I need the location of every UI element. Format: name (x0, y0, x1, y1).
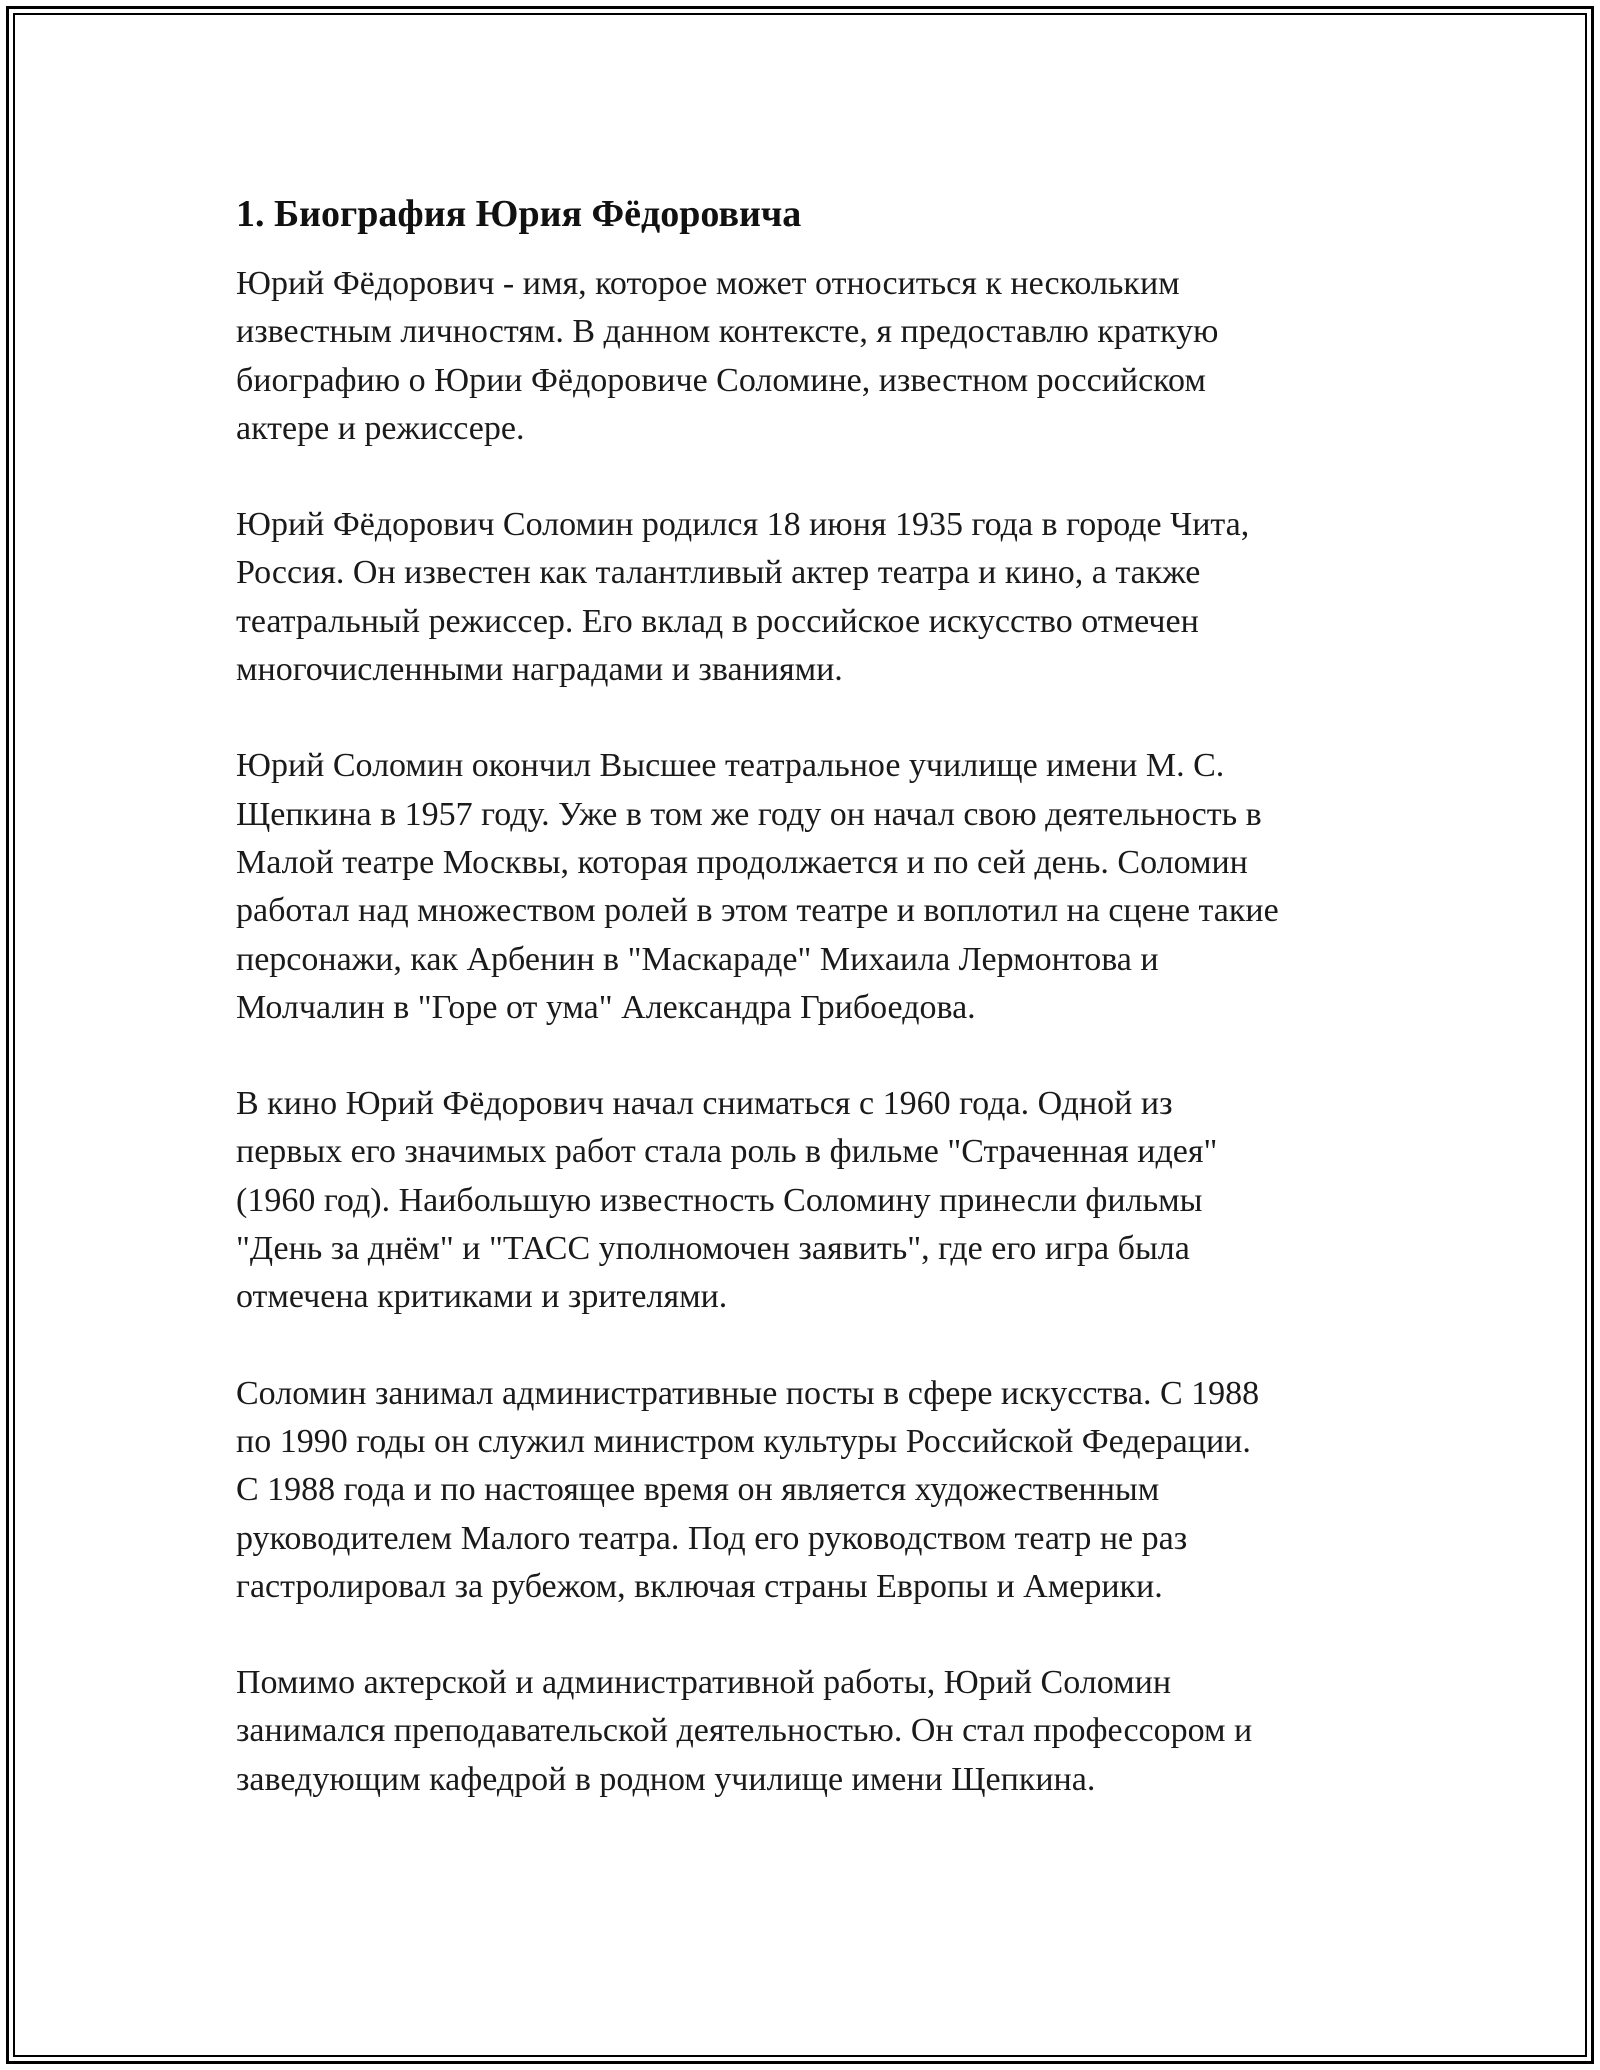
text-line: биографию о Юрии Фёдоровиче Соломине, известном российском (236, 361, 1206, 399)
text-line: Помимо актерской и административной работы, Юрий Соломин (236, 1664, 1172, 1702)
text-line: известным личностям. В данном контексте, я предоставлю краткую (236, 313, 1219, 351)
paragraph-6 (236, 1659, 1396, 1804)
paragraph-4 (236, 1080, 1396, 1321)
text-line: по 1990 годы он служил министром культуры Российской Федерации. (236, 1422, 1251, 1460)
text-line: Малой театре Москвы, которая продолжается и по сей день. Соломин (236, 843, 1248, 881)
text-line: отмечена критиками и зрителями. (236, 1278, 728, 1316)
text-line: Соломин занимал административные посты в сфере искусства. С 1988 (236, 1374, 1260, 1412)
text-line: многочисленными наградами и званиями. (236, 651, 843, 689)
text-line: Щепкина в 1957 году. Уже в том же году он начал свою деятельность в (236, 795, 1262, 833)
text-line: С 1988 года и по настоящее время он является художественным (236, 1471, 1160, 1509)
paragraph-3 (236, 742, 1396, 1032)
paragraph-2 (236, 501, 1396, 694)
text-line: театральный режиссер. Его вклад в российское искусство отмечен (236, 602, 1199, 640)
text-line: гастролировал за рубежом, включая страны Европы и Америки. (236, 1567, 1163, 1605)
text-line: работал над множеством ролей в этом театре и воплотил на сцене такие (236, 892, 1279, 930)
document-body (236, 188, 1396, 1852)
text-line: Россия. Он известен как талантливый актер театра и кино, а также (236, 554, 1201, 592)
text-line: Молчалин в "Горе от ума" Александра Грибоедова. (236, 988, 976, 1026)
text-line: первых его значимых работ стала роль в фильме "Страченная идея" (236, 1133, 1218, 1171)
text-line: руководителем Малого театра. Под его руководством театр не раз (236, 1519, 1188, 1557)
text-line: (1960 год). Наибольшую известность Соломину принесли фильмы (236, 1181, 1203, 1219)
text-line: Юрий Соломин окончил Высшее театральное училище имени М. С. (236, 747, 1225, 785)
document-heading: 1. Биография Юрия Фёдоровича (236, 193, 802, 235)
text-line: персонажи, как Арбенин в "Маскараде" Михаила Лермонтова и (236, 940, 1159, 978)
paragraph-1 (236, 260, 1396, 453)
text-line: заведующим кафедрой в родном училище имени Щепкина. (236, 1760, 1096, 1798)
text-line: "День за днём" и "ТАСС уполномочен заявить", где его игра была (236, 1230, 1190, 1268)
text-line: актере и режиссере. (236, 409, 525, 447)
text-line: В кино Юрий Фёдорович начал сниматься с 1960 года. Одной из (236, 1085, 1173, 1123)
text-line: занимался преподавательской деятельностью. Он стал профессором и (236, 1712, 1253, 1750)
paragraph-5 (236, 1370, 1396, 1611)
text-line: Юрий Фёдорович Соломин родился 18 июня 1935 года в городе Чита, (236, 506, 1250, 544)
text-line: Юрий Фёдорович - имя, которое может относиться к нескольким (236, 265, 1180, 302)
